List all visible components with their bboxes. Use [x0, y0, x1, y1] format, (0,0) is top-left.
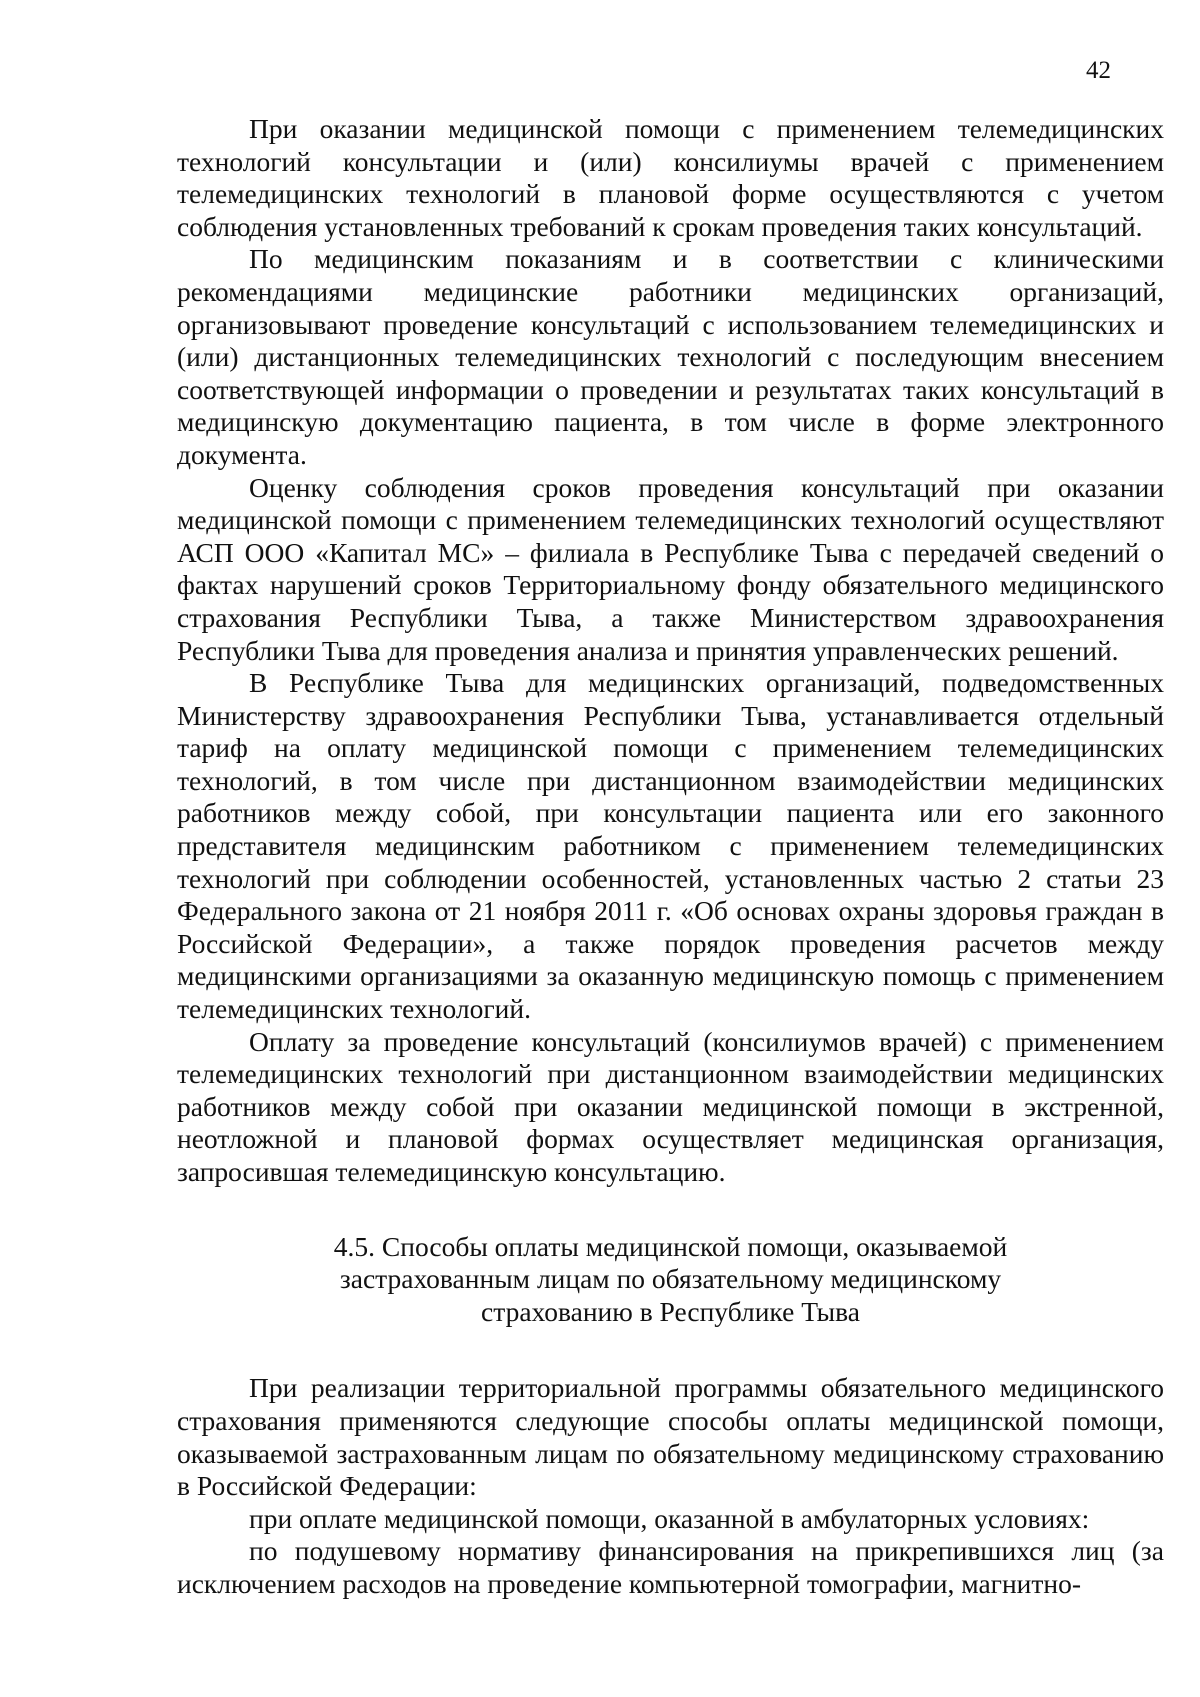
paragraph: В Республике Тыва для медицинских организаций, подведомственных Министерству здравоохранения Республики Тыва, устанавливается отдельный тариф на оплату медицинской помощи с применением телемедицинских технологий, в том числе при дистанционном взаимодействии медицинских работников между собой, при консультации пациента или его законного представителя медицинским работником с применением телемедицинских технологий при соблюдении особенностей, установленных частью 2 статьи 23 Федерального закона от 21 ноября 2011 г. «Об основах охраны здоровья граждан в Российской Федерации», а также порядок проведения расчетов между медицинскими организациями за оказанную медицинскую помощь с применением телемедицинских технологий.: [177, 667, 1164, 1025]
paragraph: Оценку соблюдения сроков проведения консультаций при оказании медицинской помощи с применением телемедицинских технологий осуществляют АСП ООО «Капитал МС» – филиала в Республике Тыва с передачей сведений о фактах нарушений сроков Территориальному фонду обязательного медицинского страхования Республики Тыва, а также Министерством здравоохранения Республики Тыва для проведения анализа и принятия управленческих решений.: [177, 471, 1164, 666]
section-heading: [177, 1231, 1164, 1329]
document-body: [177, 113, 1164, 1601]
paragraph: по подушевому нормативу финансирования на прикрепившихся лиц (за исключением расходов на проведение компьютерной томографии, магнитно-: [177, 1535, 1164, 1599]
paragraph: при оплате медицинской помощи, оказанной в амбулаторных условиях:: [249, 1502, 1090, 1534]
page-number: 42: [1086, 57, 1111, 84]
section-heading-line: страхованию в Республике Тыва: [481, 1295, 860, 1327]
paragraph: Оплату за проведение консультаций (консилиумов врачей) с применением телемедицинских технологий при дистанционном взаимодействии медицинских работников между собой при оказании медицинской помощи в экстренной, неотложной и плановой формах осуществляет медицинская организация, запросившая телемедицинскую консультацию.: [177, 1025, 1164, 1187]
paragraph: При реализации территориальной программы обязательного медицинского страхования применяются следующие способы оплаты медицинской помощи, оказываемой застрахованным лицам по обязательному медицинскому страхованию в Российской Федерации:: [177, 1372, 1164, 1502]
section-heading-line: 4.5. Способы оплаты медицинской помощи, оказываемой: [333, 1230, 1008, 1262]
paragraph: При оказании медицинской помощи с применением телемедицинских технологий консультации и (или) консилиумы врачей с применением телемедицинских технологий в плановой форме осуществляются с учетом соблюдения установленных требований к срокам проведения таких консультаций.: [177, 113, 1164, 242]
section-heading-line: застрахованным лицам по обязательному медицинскому: [339, 1263, 1002, 1295]
paragraph: По медицинским показаниям и в соответствии с клиническими рекомендациями медицинские работники медицинских организаций, организовывают проведение консультаций с использованием телемедицинских и (или) дистанционных телемедицинских технологий с последующим внесением соответствующей информации о проведении и результатах таких консультаций в медицинскую документацию пациента, в том числе в форме электронного документа.: [177, 243, 1164, 470]
